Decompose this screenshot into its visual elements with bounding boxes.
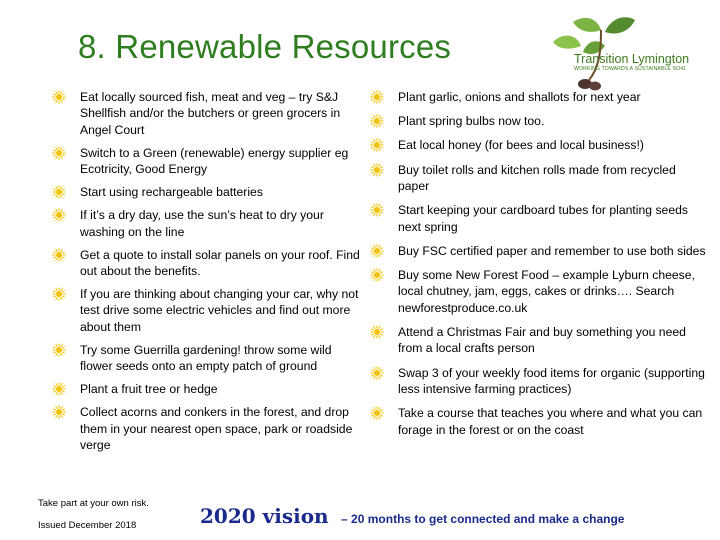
- right-column: [370, 89, 708, 446]
- list-item-text: Collect acorns and conkers in the forest, and drop them in your nearest open space, park or roadside verge: [80, 405, 353, 453]
- list-item-text: Eat local honey (for bees and local business!): [398, 138, 644, 153]
- page-title: 8. Renewable Resources: [78, 28, 452, 65]
- sun-icon: [370, 138, 384, 152]
- vision-subtitle: – 20 months to get connected and make a change: [341, 512, 625, 526]
- list-item-text: Attend a Christmas Fair and buy something you need from a local crafts person: [398, 325, 686, 356]
- list-item: [52, 89, 362, 138]
- logo-tagline: WORKING TOWARDS A SUSTAINABLE SO41: [574, 66, 687, 72]
- sun-icon: [370, 406, 384, 420]
- list-item: [52, 207, 362, 240]
- sun-icon: [52, 287, 66, 301]
- list-item-text: Try some Guerrilla gardening! throw some wild flower seeds onto an empty patch of ground: [80, 342, 332, 374]
- sun-icon: [52, 185, 66, 199]
- list-item: [52, 342, 362, 375]
- list-item: [52, 247, 362, 280]
- list-item-text: Switch to a Green (renewable) energy supplier eg Ecotricity, Good Energy: [80, 145, 349, 177]
- sun-icon: [370, 366, 384, 380]
- list-item-text: Plant a fruit tree or hedge: [80, 382, 218, 397]
- right-action-list: [370, 89, 708, 438]
- sun-icon: [52, 382, 66, 396]
- sun-icon: [370, 203, 384, 217]
- left-action-list: [52, 89, 362, 453]
- risk-note: Take part at your own risk.: [38, 498, 149, 509]
- sun-icon: [52, 405, 66, 419]
- list-item: [370, 202, 708, 235]
- list-item-text: Get a quote to install solar panels on your roof. Find out about the benefits.: [80, 247, 360, 279]
- list-item: [370, 137, 708, 153]
- list-item: [52, 286, 362, 335]
- list-item-text: Eat locally sourced fish, meat and veg – try S&J Shellfish and/or the butchers or green grocers in Angel Court: [80, 90, 341, 137]
- logo-name: Transition Lymington: [574, 52, 690, 66]
- list-item-text: Swap 3 of your weekly food items for organic (supporting less intensive farming practices): [398, 365, 705, 397]
- list-item: [52, 404, 362, 453]
- sun-icon: [52, 343, 66, 357]
- list-item-text: Plant garlic, onions and shallots for next year: [398, 90, 641, 104]
- issued-note: Issued December 2018: [38, 520, 137, 531]
- left-column: [52, 89, 362, 460]
- list-item-text: Take a course that teaches you where and what you can forage in the forest or on the coast: [398, 406, 703, 437]
- vision-banner: [200, 504, 624, 528]
- list-item: [52, 145, 362, 178]
- list-item: [52, 381, 362, 397]
- sun-icon: [370, 268, 384, 282]
- vision-title: 2020 vision: [200, 504, 329, 528]
- list-item: [370, 365, 708, 398]
- list-item: [370, 267, 708, 316]
- sun-icon: [370, 90, 384, 104]
- sun-icon: [370, 244, 384, 258]
- sun-icon: [370, 163, 384, 177]
- list-item: [370, 324, 708, 357]
- list-item-text: If you are thinking about changing your car, why not test drive some electric vehicles and find out more about them: [80, 287, 359, 334]
- list-item: [370, 405, 708, 438]
- list-item-text: Buy toilet rolls and kitchen rolls made from recycled paper: [398, 162, 676, 194]
- sun-icon: [52, 90, 66, 104]
- sun-icon: [370, 325, 384, 339]
- list-item-text: Plant spring bulbs now too.: [398, 114, 545, 129]
- list-item: [52, 184, 362, 200]
- list-item: [370, 89, 708, 105]
- list-item-text: If it’s a dry day, use the sun’s heat to dry your washing on the line: [80, 208, 324, 239]
- list-item: [370, 113, 708, 129]
- list-item-text: Start keeping your cardboard tubes for planting seeds next spring: [398, 203, 688, 234]
- sun-icon: [370, 114, 384, 128]
- sun-icon: [52, 248, 66, 262]
- list-item-text: Buy some New Forest Food – example Lyburn cheese, local chutney, jam, eggs, cakes or drinks…. Search newforestproduce.co.uk: [398, 268, 695, 315]
- sun-icon: [52, 208, 66, 222]
- list-item-text: Buy FSC certified paper and remember to use both sides: [398, 243, 706, 258]
- sun-icon: [52, 146, 66, 160]
- list-item: [370, 243, 708, 259]
- list-item: [370, 162, 708, 195]
- list-item-text: Start using rechargeable batteries: [80, 185, 263, 200]
